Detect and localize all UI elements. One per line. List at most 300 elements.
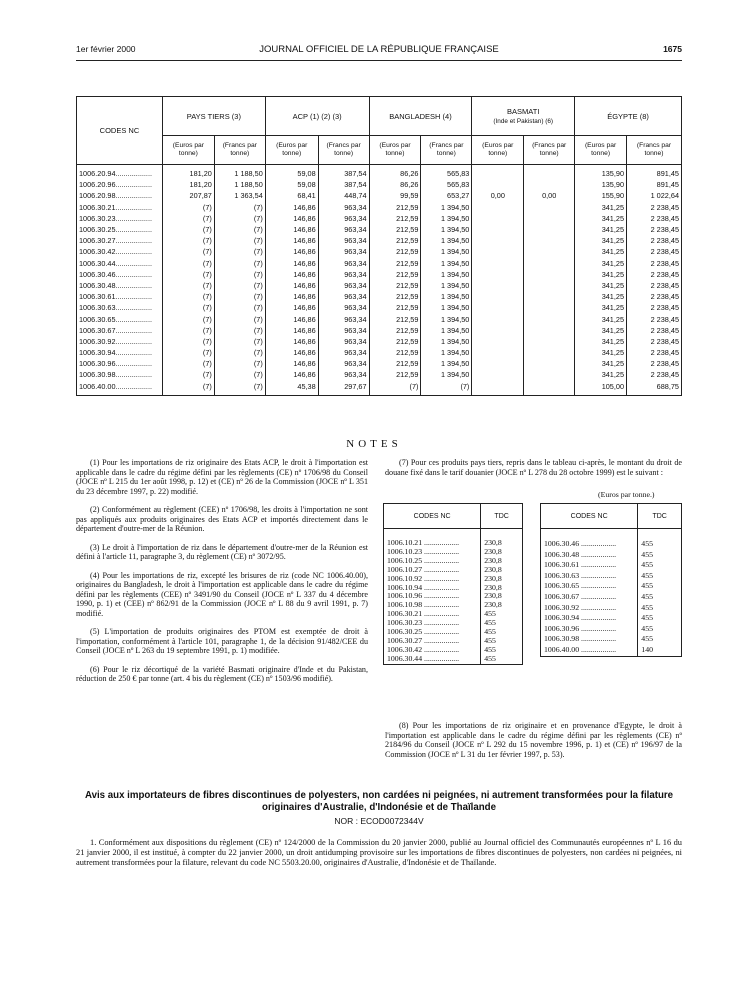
tdc-value-cell: 230,8 [481,529,523,548]
tdc-value-cell: 230,8 [481,566,523,575]
duty-cell: (7) [162,369,214,380]
duty-cell: 341,25 [575,302,627,313]
duty-cell: 146,86 [265,358,318,369]
duty-cell: 2 238,45 [627,235,682,246]
nc-code-cell: 1006.30.25 .................. [384,628,481,637]
table-row [77,291,682,302]
table-row [77,202,682,213]
table-row [77,336,682,347]
duty-cell: 963,34 [318,347,369,358]
duty-cell: 146,86 [265,269,318,280]
duty-cell [472,313,524,324]
journal-title: JOURNAL OFFICIEL DE LA RÉPUBLIQUE FRANÇAISE [259,44,499,55]
nc-code-cell: 1006.40.00.................. [77,381,163,396]
header-date: 1er février 2000 [76,44,136,54]
duty-cell [524,213,575,224]
unit-euro-header: (Euros par tonne) [575,136,627,165]
duty-cell: 1 394,50 [421,280,472,291]
duty-cell: 565,83 [421,165,472,180]
table-row [541,560,682,571]
nc-code-cell: 1006.40.00 .................. [541,645,638,656]
duty-cell: 1 394,50 [421,369,472,380]
unit-franc-header: (Francs par tonne) [524,136,575,165]
duty-cell: (7) [162,269,214,280]
duty-cell: 963,34 [318,258,369,269]
table-row [77,258,682,269]
duty-cell: 86,26 [369,179,421,190]
nc-code-cell: 1006.10.21 .................. [384,529,481,548]
duty-cell [524,179,575,190]
duty-cell: 688,75 [627,381,682,396]
duty-cell: 963,34 [318,280,369,291]
duty-cell: 2 238,45 [627,291,682,302]
duty-cell: 2 238,45 [627,258,682,269]
duty-cell [524,381,575,396]
header-rule [76,60,682,61]
duty-cell [524,224,575,235]
tdc-value-cell: 455 [638,529,682,550]
duty-cell: 891,45 [627,165,682,180]
tdc-value-cell: 230,8 [481,592,523,601]
duty-cell: 341,25 [575,202,627,213]
tdc-value-cell: 230,8 [481,601,523,610]
duty-cell: 387,54 [318,165,369,180]
duty-cell [472,369,524,380]
tdc-value-cell: 455 [481,655,523,664]
table-row [541,613,682,624]
nc-code-cell: 1006.30.46 .................. [541,529,638,550]
duty-cell: 146,86 [265,246,318,257]
duty-cell: 963,34 [318,235,369,246]
duty-cell: 146,86 [265,258,318,269]
duty-cell: (7) [162,202,214,213]
duty-cell: 891,45 [627,179,682,190]
table-row [77,358,682,369]
duty-cell [524,235,575,246]
duty-cell: 212,59 [369,325,421,336]
duty-cell [472,179,524,190]
duty-cell: 146,86 [265,213,318,224]
duty-cell: (7) [162,381,214,396]
tdc-unit-label: (Euros par tonne.) [598,490,655,499]
table-row [541,592,682,603]
duty-cell: 105,00 [575,381,627,396]
duty-cell: 146,86 [265,202,318,213]
duty-cell [524,302,575,313]
nc-code-cell: 1006.10.23 .................. [384,548,481,557]
nc-code-cell: 1006.30.42.................. [77,246,163,257]
page-header [76,44,682,56]
table-row [541,529,682,550]
duty-cell: 1 394,50 [421,224,472,235]
duty-cell: (7) [214,358,265,369]
nc-code-cell: 1006.30.96.................. [77,358,163,369]
duty-cell: 1 394,50 [421,358,472,369]
duty-cell [524,258,575,269]
table-row [77,246,682,257]
table-row [541,571,682,582]
duty-cell: (7) [214,369,265,380]
tdc-value-cell: 455 [481,619,523,628]
duty-cell: 963,34 [318,325,369,336]
tdc-value-cell: 455 [638,624,682,635]
tdc-value-cell: 455 [638,560,682,571]
duty-cell: 2 238,45 [627,280,682,291]
rice-duty-table [76,96,682,396]
duty-cell: (7) [162,258,214,269]
nc-code-cell: 1006.30.94.................. [77,347,163,358]
duty-cell [524,325,575,336]
table-row [77,302,682,313]
duty-cell: 1 394,50 [421,202,472,213]
duty-cell: (7) [162,347,214,358]
avis-block [76,790,682,826]
avis-title: Avis aux importateurs de fibres discontinues de polyesters, non cardées ni peignées, ni autrement transformées pour la filature originaires d'Australie, d'Indonésie et de Thaïlande [84,790,674,813]
duty-cell [524,291,575,302]
nc-code-cell: 1006.30.63 .................. [541,571,638,582]
duty-cell: (7) [214,280,265,291]
unit-euro-header: (Euros par tonne) [162,136,214,165]
duty-cell: (7) [162,246,214,257]
duty-cell [472,202,524,213]
nc-code-cell: 1006.30.65 .................. [541,581,638,592]
duty-cell: 963,34 [318,302,369,313]
duty-cell: 146,86 [265,369,318,380]
tdc-value-cell: 455 [638,550,682,561]
duty-cell: 1 394,50 [421,313,472,324]
avis-nor: NOR : ECOD0072344V [334,816,424,826]
duty-cell: 146,86 [265,325,318,336]
nc-code-cell: 1006.10.25 .................. [384,557,481,566]
tdc-value-cell: 230,8 [481,548,523,557]
duty-cell: 2 238,45 [627,358,682,369]
duty-cell: (7) [162,224,214,235]
nc-code-cell: 1006.20.96.................. [77,179,163,190]
duty-cell: 341,25 [575,291,627,302]
duty-cell: 146,86 [265,280,318,291]
unit-euro-header: (Euros par tonne) [265,136,318,165]
duty-cell: 2 238,45 [627,325,682,336]
nc-code-cell: 1006.20.94.................. [77,165,163,180]
duty-cell [472,235,524,246]
group-pays-tiers: PAYS TIERS (3) [162,97,265,136]
nc-code-cell: 1006.30.27 .................. [384,637,481,646]
duty-cell: 341,25 [575,246,627,257]
duty-cell: 212,59 [369,235,421,246]
duty-cell: 1 394,50 [421,302,472,313]
duty-cell: 2 238,45 [627,302,682,313]
nc-code-cell: 1006.30.44.................. [77,258,163,269]
duty-cell [524,269,575,280]
duty-cell: 146,86 [265,235,318,246]
nc-code-cell: 1006.30.42 .................. [384,646,481,655]
tdc-value-cell: 455 [638,634,682,645]
duty-cell [524,246,575,257]
duty-cell: 146,86 [265,336,318,347]
duty-cell: 1 394,50 [421,258,472,269]
duty-cell: 565,83 [421,179,472,190]
note-2: (2) Conformément au règlement (CEE) nº 1706/98, les droits à l'importation ne sont pas appliqués aux produits originaires des Etats ACP et importés directement dans le département d'outre-mer de la Réunion. [76,505,368,533]
duty-cell: 212,59 [369,358,421,369]
duty-cell: 146,86 [265,291,318,302]
duty-cell: (7) [214,235,265,246]
page-number: 1675 [663,44,682,54]
duty-cell [472,381,524,396]
duty-cell: 963,34 [318,224,369,235]
duty-cell: 212,59 [369,347,421,358]
duty-cell: 212,59 [369,369,421,380]
duty-cell: 86,26 [369,165,421,180]
note-4: (4) Pour les importations de riz, excepté les brisures de riz (code NC 1006.40.00), originaires du Bangladesh, le droit à l'importation est applicable dans le cadre du régime défini par les règlements (CEE) nº 3491/90 du Conseil (JOCE nº L 337 du 4 décembre 1990, p. 1) et (CEE) nº 862/91 de la Commission (JOCE nº L 88 du 9 avril 1991, p. 7) modifié. [76,570,368,618]
group-acp: ACP (1) (2) (3) [265,97,369,136]
duty-cell: 963,34 [318,246,369,257]
table-row [541,581,682,592]
duty-cell: 2 238,45 [627,224,682,235]
duty-cell: (7) [162,336,214,347]
duty-cell: 341,25 [575,258,627,269]
duty-cell [524,347,575,358]
unit-euro-header: (Euros par tonne) [472,136,524,165]
duty-cell: 212,59 [369,302,421,313]
notes-title: NOTES [346,438,402,450]
duty-cell: 1 022,64 [627,190,682,201]
duty-cell: (7) [214,224,265,235]
duty-cell: 963,34 [318,269,369,280]
basmati-sublabel: (Inde et Pakistan) (6) [493,118,554,125]
duty-cell: 1 188,50 [214,179,265,190]
duty-cell: 146,86 [265,313,318,324]
duty-cell: (7) [214,213,265,224]
duty-cell: 2 238,45 [627,213,682,224]
duty-cell: (7) [162,302,214,313]
nc-code-cell: 1006.30.46.................. [77,269,163,280]
note-8-block [385,721,682,759]
tdc-right-codes-header: CODES NC [541,504,638,529]
duty-cell [524,165,575,180]
duty-cell: 1 394,50 [421,325,472,336]
tdc-value-cell: 455 [638,613,682,624]
duty-cell: 341,25 [575,235,627,246]
duty-cell: 135,90 [575,179,627,190]
tdc-value-cell: 455 [481,637,523,646]
duty-cell [472,347,524,358]
nc-code-cell: 1006.10.92 .................. [384,575,481,584]
duty-cell: 341,25 [575,325,627,336]
nc-code-cell: 1006.30.67 .................. [541,592,638,603]
duty-cell: (7) [214,325,265,336]
duty-cell: 963,34 [318,313,369,324]
tdc-value-cell: 230,8 [481,557,523,566]
nc-code-cell: 1006.20.98.................. [77,190,163,201]
duty-cell: (7) [214,336,265,347]
duty-cell: 212,59 [369,224,421,235]
tdc-value-cell: 455 [638,571,682,582]
duty-cell: 1 394,50 [421,246,472,257]
tdc-value-cell: 455 [638,592,682,603]
table-row [77,165,682,180]
duty-cell [472,258,524,269]
duty-cell: 2 238,45 [627,246,682,257]
duty-cell: 59,08 [265,165,318,180]
group-bangladesh: BANGLADESH (4) [369,97,472,136]
duty-cell: 2 238,45 [627,269,682,280]
note-8: (8) Pour les importations de riz originaire et en provenance d'Egypte, le droit à l'importation est applicable dans le cadre du régime défini par les règlements (CE) nº 2184/96 du Conseil (JOCE nº L 292 du 15 novembre 1996, p. 1) et (CE) nº 196/97 de la Commission (JOCE nº L 31 du 1er février 1997, p. 53). [385,721,682,759]
duty-cell: 341,25 [575,280,627,291]
basmati-label: BASMATI [507,107,540,116]
duty-cell: 963,34 [318,202,369,213]
tdc-table-right [540,503,682,657]
duty-cell: (7) [162,358,214,369]
duty-cell: 146,86 [265,224,318,235]
duty-cell: 181,20 [162,165,214,180]
unit-euro-header: (Euros par tonne) [369,136,421,165]
table-row [541,645,682,656]
nc-code-cell: 1006.30.96 .................. [541,624,638,635]
nc-code-cell: 1006.10.27 .................. [384,566,481,575]
duty-cell: 1 394,50 [421,269,472,280]
duty-cell: 963,34 [318,358,369,369]
table-row [77,325,682,336]
duty-cell: (7) [162,235,214,246]
table-row [541,550,682,561]
table-row [77,179,682,190]
duty-cell: 45,38 [265,381,318,396]
nc-code-cell: 1006.30.48.................. [77,280,163,291]
notes-left-column [76,458,368,693]
duty-cell: (7) [214,258,265,269]
notes-right-column [385,458,682,486]
duty-cell: 653,27 [421,190,472,201]
duty-cell [472,358,524,369]
duty-cell: (7) [162,213,214,224]
duty-cell: 0,00 [524,190,575,201]
tdc-value-cell: 230,8 [481,584,523,593]
duty-cell [524,336,575,347]
duty-cell: (7) [214,347,265,358]
duty-cell [524,280,575,291]
duty-cell [472,246,524,257]
nc-code-cell: 1006.30.63.................. [77,302,163,313]
duty-cell: 2 238,45 [627,202,682,213]
duty-cell: 2 238,45 [627,369,682,380]
duty-cell: 341,25 [575,213,627,224]
duty-cell: (7) [162,280,214,291]
duty-cell: 2 238,45 [627,313,682,324]
duty-cell: 212,59 [369,336,421,347]
note-7: (7) Pour ces produits pays tiers, repris dans le tableau ci-après, le montant du droit de douane fixé dans le tarif douanier (JOCE nº L 278 du 28 octobre 1999) est le suivant : [385,458,682,477]
tdc-value-cell: 140 [638,645,682,656]
nc-code-cell: 1006.30.61 .................. [541,560,638,571]
note-1: (1) Pour les importations de riz originaire des Etats ACP, le droit à l'importation est applicable dans le cadre du régime défini par les règlements (CE) nº 1706/98 du Conseil (JOCE nº L 215 du 1er août 1998, p. 12) et (CE) nº 26 de la Commission (JOCE nº L 351 du 23 décembre 1997, p. 22) modifié. [76,458,368,496]
duty-cell: 341,25 [575,269,627,280]
duty-cell: 963,34 [318,369,369,380]
duty-cell: 212,59 [369,280,421,291]
nc-code-cell: 1006.30.98.................. [77,369,163,380]
duty-cell: 387,54 [318,179,369,190]
duty-cell: 341,25 [575,224,627,235]
duty-cell: (7) [214,246,265,257]
tdc-left-codes-header: CODES NC [384,504,481,529]
nc-code-cell: 1006.10.96 .................. [384,592,481,601]
nc-code-cell: 1006.10.98 .................. [384,601,481,610]
duty-cell: (7) [214,269,265,280]
duty-cell: 1 363,54 [214,190,265,201]
duty-cell: 212,59 [369,202,421,213]
table-row [77,235,682,246]
group-egypte: ÉGYPTE (8) [575,97,682,136]
unit-franc-header: (Francs par tonne) [318,136,369,165]
duty-cell: 155,90 [575,190,627,201]
duty-cell: 207,87 [162,190,214,201]
duty-cell [472,224,524,235]
duty-cell [524,358,575,369]
table-row [541,634,682,645]
duty-cell: (7) [214,202,265,213]
duty-cell [472,325,524,336]
duty-cell: 341,25 [575,358,627,369]
nc-code-cell: 1006.30.65.................. [77,313,163,324]
duty-cell [524,369,575,380]
duty-cell: 2 238,45 [627,347,682,358]
duty-cell: (7) [214,313,265,324]
table-row [541,603,682,614]
duty-cell: 448,74 [318,190,369,201]
note-6: (6) Pour le riz décortiqué de la variété Basmati originaire d'Inde et du Pakistan, réduction de 250 € par tonne (art. 4 bis du règlement (CE) nº 1503/96 modifié). [76,664,368,683]
duty-cell [472,336,524,347]
tdc-right-tdc-header: TDC [638,504,682,529]
group-basmati [472,97,575,136]
duty-cell: 963,34 [318,291,369,302]
duty-cell: 1 394,50 [421,213,472,224]
duty-cell [524,202,575,213]
nc-code-cell: 1006.30.23.................. [77,213,163,224]
duty-cell: 1 394,50 [421,347,472,358]
duty-cell: 341,25 [575,336,627,347]
duty-cell: 341,25 [575,347,627,358]
table-row [77,190,682,201]
avis-body: 1. Conformément aux dispositions du règlement (CE) nº 124/2000 de la Commission du 20 janvier 2000, publié au Journal officiel des Communautés européennes nº L 16 du 21 janvier 2000, il est institué, à compter du 22 janvier 2000, un droit antidumping provisoire sur les importations de fibres discontinues de polyesters, non cardées ni peignées, ni autrement transformées pour la filature, relevant du code NC 5503.20.00, originaires d'Australie, d'Indonésie et de Thaïlande. [76,838,682,868]
nc-code-cell: 1006.30.94 .................. [541,613,638,624]
tdc-value-cell: 455 [481,628,523,637]
duty-cell: 59,08 [265,179,318,190]
duty-cell: 1 394,50 [421,235,472,246]
duty-cell: (7) [214,291,265,302]
duty-cell: 0,00 [472,190,524,201]
table-row [77,280,682,291]
nc-code-cell: 1006.30.21.................. [77,202,163,213]
unit-franc-header: (Francs par tonne) [214,136,265,165]
duty-cell: (7) [162,291,214,302]
nc-code-cell: 1006.30.44 .................. [384,655,481,664]
table-row [77,313,682,324]
nc-code-cell: 1006.30.23 .................. [384,619,481,628]
note-5: (5) L'importation de produits originaires des PTOM est exemptée de droit à l'importation, conformément à l'article 101, paragraphe 1, de la décision 91/482/CEE du Conseil (JOCE nº L 263 du 19 septembre 1991, p. 1) modifiée. [76,627,368,655]
table-row [541,624,682,635]
duty-cell [472,213,524,224]
duty-cell: 146,86 [265,347,318,358]
duty-cell: 2 238,45 [627,336,682,347]
duty-cell [472,302,524,313]
duty-cell: 212,59 [369,291,421,302]
nc-code-cell: 1006.30.21 .................. [384,610,481,619]
duty-cell: 212,59 [369,213,421,224]
table-row [384,529,523,548]
codes-nc-header: CODES NC [77,97,163,165]
duty-cell: 341,25 [575,369,627,380]
duty-cell: (7) [421,381,472,396]
duty-cell: 1 188,50 [214,165,265,180]
duty-cell [472,280,524,291]
